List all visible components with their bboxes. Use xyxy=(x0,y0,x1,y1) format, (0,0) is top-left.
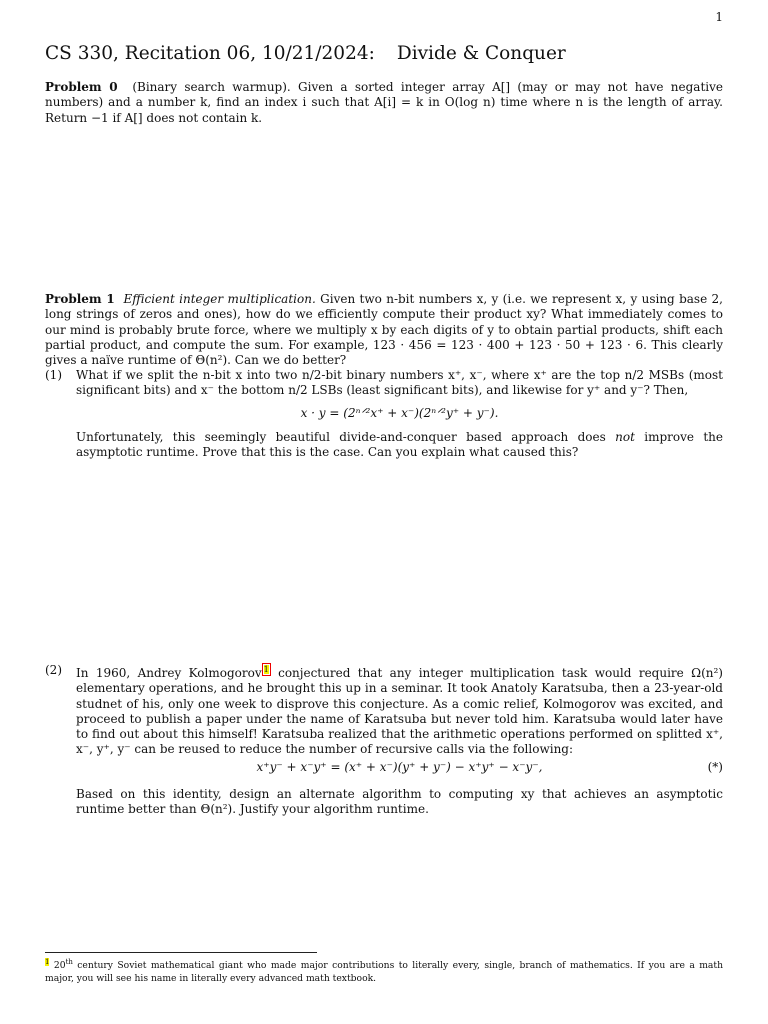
problem-1-text: Given two n-bit numbers x, y (i.e. we represent x, y using base 2, long strings of zeros and ones), how do we efficiently compute their product xy? What immediately comes to our mind is probably brute force, where we multiply x by each digits of y to obtain partial products, shift each partial product, and compute the sum. For example, 123 · 456 = 123 · 400 + 123 · 50 + 123 · 6. This clearly gives a naïve runtime of Θ(n²). Can we do better? xyxy=(45,292,724,368)
part-1 xyxy=(45,368,723,460)
part-2-text-b: conjectured that any integer multiplication task would require Ω(n²) elementary operations, and he brought this up in a seminar. It took Anatoly Karatsuba, then a 23-year-old studnet of his, only one week to disprove this conjecture. As a comic relief, Kolmogorov was excited, and proceed to publish a paper under the name of Karatsuba but never told him. Karatsuba would later have to find out about this himself! Karatsuba realized that the arithmetic operations performed on splitted x⁺, x⁻, y⁺, y⁻ can be reused to reduce the number of recursive calls via the following: xyxy=(76,666,723,757)
part-1-number: (1) xyxy=(45,368,62,382)
part-1-equation: x · y = (2ⁿᐟ²x⁺ + x⁻)(2ⁿᐟ²y⁺ + y⁻). xyxy=(300,405,499,420)
part-1-question-emphasis: not xyxy=(615,429,635,444)
part-2-text-a: In 1960, Andrey Kolmogorov xyxy=(76,666,262,680)
part-2-question: Based on this identity, design an alternate algorithm to computing xy that achieves an asymptotic runtime better than Θ(n²). Justify your algorithm runtime. xyxy=(76,787,723,817)
part-2-equation-row xyxy=(76,760,723,775)
problem-1-subtitle: Efficient integer multiplication. xyxy=(123,292,316,306)
problem-0-text: (Binary search warmup). Given a sorted integer array A[] (may or may not have negative numbers) and a number k, find an index i such that A[i] = k in O(log n) time where n is the length of array. Return −1 if A[] does not contain k. xyxy=(45,80,723,125)
problem-1 xyxy=(45,292,723,368)
footnote-divider xyxy=(45,952,317,953)
page-number: 1 xyxy=(715,10,723,24)
part-2-text xyxy=(76,663,723,758)
part-2 xyxy=(45,663,723,818)
footnote-number: 1 xyxy=(45,958,50,966)
problem-0-label: Problem 0 xyxy=(45,80,118,94)
title-course: CS 330, Recitation 06, 10/21/2024: xyxy=(45,43,375,64)
footnote-ordinal: 20 xyxy=(53,960,66,972)
problem-0 xyxy=(45,80,723,126)
footnote-text: century Soviet mathematical giant who made major contributions to literally every, single, branch of mathematics. If you are a math major, you will see his name in literally every advanced math textbook. xyxy=(45,960,723,984)
footnote xyxy=(45,956,723,985)
part-1-question-b: improve the asymptotic runtime. Prove that this is the case. Can you explain what caused this? xyxy=(76,429,723,460)
part-1-question xyxy=(76,430,723,461)
title-topic: Divide & Conquer xyxy=(396,43,566,64)
problem-1-label: Problem 1 xyxy=(45,292,115,306)
part-2-equation: x⁺y⁻ + x⁻y⁺ = (x⁺ + x⁻)(y⁺ + y⁻) − x⁺y⁺ − x⁻y⁻, xyxy=(256,759,543,774)
footnote-ref-number: 1 xyxy=(263,665,269,674)
part-2-number: (2) xyxy=(45,663,62,677)
footnote-ordinal-suffix: th xyxy=(65,958,73,966)
equation-tag: (*) xyxy=(707,759,723,774)
part-1-text: What if we split the n-bit x into two n/2-bit binary numbers x⁺, x⁻, where x⁺ are the top n/2 MSBs (most significant bits) and x⁻ the bottom n/2 LSBs (least significant bits), and likewise for y⁺ and y⁻? Then, xyxy=(76,368,723,398)
footnote-link[interactable] xyxy=(262,663,271,676)
part-1-question-a: Unfortunately, this seemingly beautiful divide-and-conquer based approach does xyxy=(76,429,606,444)
page-title xyxy=(45,43,566,64)
